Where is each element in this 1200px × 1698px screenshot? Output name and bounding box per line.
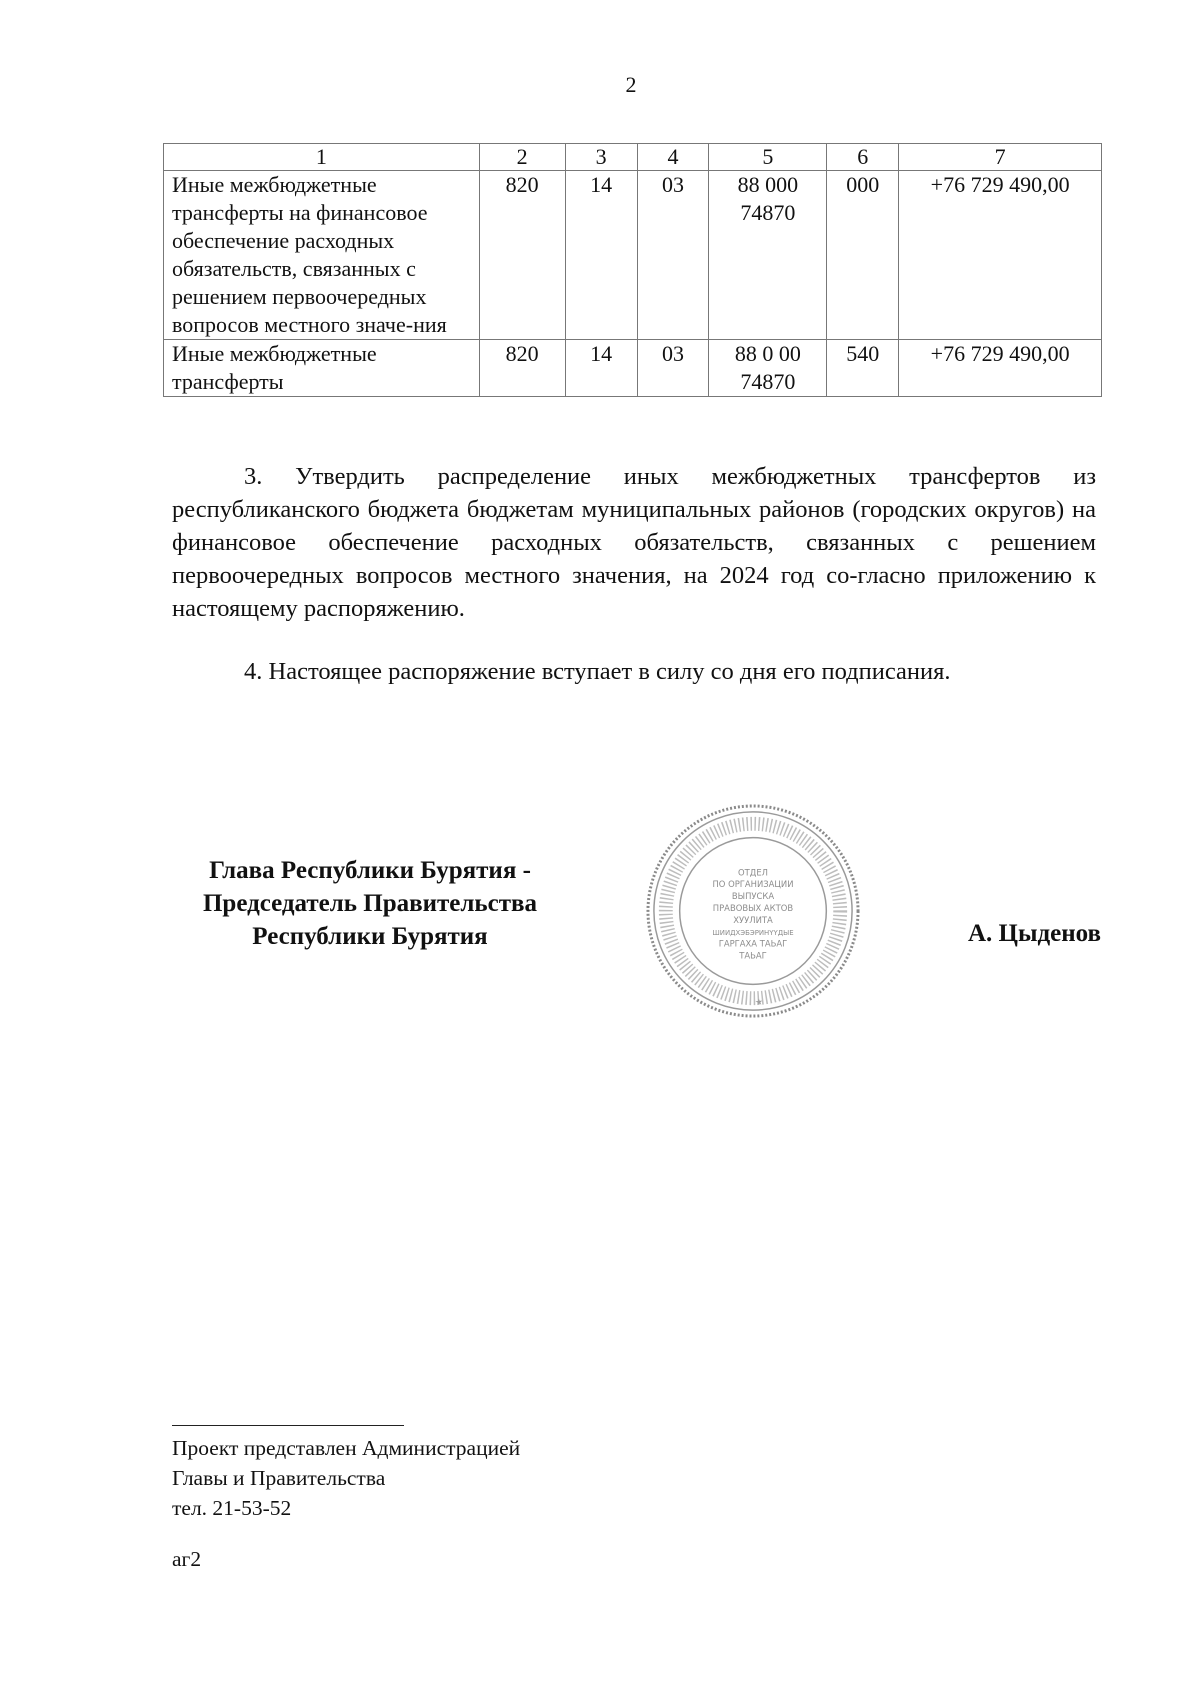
- column-header: 3: [565, 144, 637, 171]
- footnote-line: Проект представлен Администрацией: [172, 1436, 521, 1460]
- row-cell: 88 000 74870: [709, 171, 827, 340]
- budget-table: [163, 143, 1102, 397]
- seal-center-line: ПРАВОВЫХ АКТОВ: [712, 903, 794, 913]
- signer-name: А. Цыденов: [967, 920, 1101, 947]
- column-header: 1: [164, 144, 480, 171]
- paragraph-3: 3. Утвердить распределение иных межбюджетных трансфертов из республиканского бюджета бюджетам муниципальных районов (городских округов) на финансовое обеспечение расходных обязательств, связанных с решением первоочередных вопросов местного значения, на 2024 год со-гласно приложению к настоящему распоряжению.: [172, 463, 1096, 622]
- signer-title: [160, 854, 580, 953]
- seal-center-line: ГАРГАХА ТАЬАГ: [718, 938, 788, 949]
- row-cell: 14: [565, 171, 637, 340]
- seal-center-text: [712, 867, 793, 960]
- row-name: Иные межбюджетные трансферты: [164, 340, 480, 397]
- row-cell: 03: [637, 340, 709, 397]
- table-row: [164, 171, 1102, 340]
- footnote-phone: тел. 21-53-52: [172, 1496, 292, 1520]
- row-cell: 000: [827, 171, 899, 340]
- table-header-row: [164, 144, 1102, 171]
- signer-title-line: Республики Бурятия: [252, 923, 488, 950]
- seal-center-line: ТАЬАГ: [739, 950, 767, 961]
- row-cell: 820: [479, 171, 565, 340]
- column-header: 5: [709, 144, 827, 171]
- signer-title-line: Глава Республики Бурятия -: [209, 857, 531, 884]
- column-header: 4: [637, 144, 709, 171]
- footnote-divider: [172, 1425, 404, 1426]
- seal-center-line: ХУУЛИТА: [733, 914, 773, 925]
- column-header: 6: [827, 144, 899, 171]
- row-cell: 03: [637, 171, 709, 340]
- page-number: 2: [625, 72, 637, 97]
- official-seal: [644, 802, 862, 1020]
- row-name: Иные межбюджетные трансферты на финансовое обеспечение расходных обязательств, связанных с решением первоочередных вопросов местного значе-ния: [164, 171, 480, 340]
- row-cell: 540: [827, 340, 899, 397]
- seal-center-line: ВЫПУСКА: [731, 891, 775, 902]
- seal-star-icon: ★: [754, 996, 764, 1008]
- footnote: [172, 1433, 520, 1523]
- row-cell: 14: [565, 340, 637, 397]
- seal-center-line: ШИИДХЭБЭРИНҮҮДЫЕ: [712, 928, 794, 937]
- document-code: аг2: [172, 1547, 202, 1571]
- footnote-line: Главы и Правительства: [172, 1466, 386, 1490]
- seal-center-line: ОТДЕЛ: [738, 867, 768, 878]
- seal-center-line: ПО ОРГАНИЗАЦИИ: [712, 879, 794, 890]
- row-cell: 88 0 00 74870: [709, 340, 827, 397]
- row-cell: 820: [479, 340, 565, 397]
- signer-title-line: Председатель Правительства: [202, 890, 538, 917]
- row-amount: +76 729 490,00: [899, 340, 1102, 397]
- table-row: [164, 340, 1102, 397]
- row-amount: +76 729 490,00: [899, 171, 1102, 340]
- column-header: 2: [479, 144, 565, 171]
- column-header: 7: [899, 144, 1102, 171]
- paragraph-4: 4. Настоящее распоряжение вступает в силу со дня его подписания.: [244, 658, 951, 685]
